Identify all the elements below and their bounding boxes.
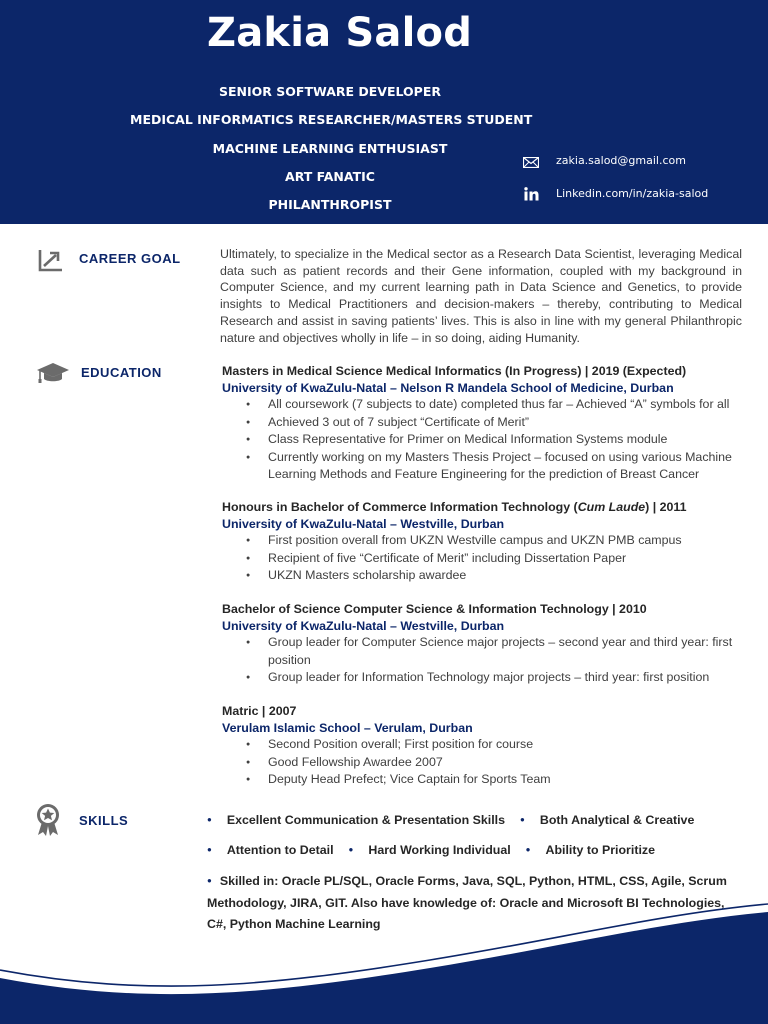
role-title: PHILANTHROPIST — [268, 197, 392, 212]
list-item: ● All coursework (7 subjects to date) completed thus far – Achieved “A” symbols for all — [222, 396, 757, 414]
career-goal-text: Ultimately, to specialize in the Medical sector as a Research Data Scientist, leveraging Medical data such as patient records and their Gene information, coupled with my background in Computer Science, and my current learning path in Data Science and Genetics, to provide insights to Medical Practitioners and decision-makers – thereby, contributing to Medical Research and assist in saving patients’ lives. This is also in line with my general Philanthropic nature and objectives wholly in life – in so doing, aiding Humanity. — [220, 247, 742, 345]
footer-wave-decoration — [0, 900, 768, 1024]
bullet-dot: ● — [207, 876, 212, 885]
list-item: ● Group leader for Computer Science major projects – second year and third year: first position — [222, 634, 757, 669]
degree-title: Honours in Bachelor of Commerce Information Technology (Cum Laude) | 2011 — [222, 500, 687, 514]
list-item: ● Class Representative for Primer on Medical Information Systems module — [222, 431, 757, 449]
school-name: University of KwaZulu-Natal – Westville, Durban — [222, 516, 505, 531]
education-entry — [222, 499, 757, 585]
candidate-name: Zakia Salod — [207, 10, 473, 56]
bullet-dot: ● — [348, 845, 354, 855]
role-title: MACHINE LEARNING ENTHUSIAST — [212, 141, 448, 156]
skill-item: Attention to Detail — [226, 843, 334, 857]
role-title: ART FANATIC — [285, 169, 375, 184]
career-goal-heading: CAREER GOAL — [79, 251, 181, 266]
skill-item: Both Analytical & Creative — [539, 813, 695, 827]
linkedin-link[interactable]: Linkedin.com/in/zakia-salod — [556, 187, 709, 200]
list-item: ● Second Position overall; First position for course — [222, 736, 757, 754]
degree-title: Masters in Medical Science Medical Informatics (In Progress) | 2019 (Expected) — [222, 364, 687, 378]
achievement-list — [222, 532, 757, 585]
education-entry — [222, 703, 757, 789]
list-item: ● Deputy Head Prefect; Vice Captain for Sports Team — [222, 771, 757, 789]
degree-title: Bachelor of Science Computer Science & Information Technology | 2010 — [222, 602, 647, 616]
list-item: ● Group leader for Information Technology major projects – third year: first position — [222, 669, 757, 687]
bullet-dot: ● — [520, 815, 525, 825]
skills-heading: SKILLS — [79, 813, 129, 828]
achievement-list — [222, 396, 757, 484]
skill-item: Hard Working Individual — [368, 843, 511, 857]
skills-row — [207, 813, 709, 827]
achievement-list — [222, 634, 757, 687]
school-name: Verulam Islamic School – Verulam, Durban — [222, 720, 473, 735]
skills-row — [207, 843, 670, 857]
email-link[interactable]: zakia.salod@gmail.com — [556, 154, 686, 167]
list-item: ● Currently working on my Masters Thesis Project – focused on using various Machine Learning Methods and Feature Engineering for the prediction of Breast Cancer — [222, 449, 757, 484]
list-item: ● Good Fellowship Awardee 2007 — [222, 754, 757, 772]
award-badge-icon — [35, 803, 61, 842]
trend-arrow-icon — [38, 249, 64, 278]
list-item: ● Achieved 3 out of 7 subject “Certificate of Merit” — [222, 414, 757, 432]
role-title: MEDICAL INFORMATICS RESEARCHER/MASTERS STUDENT — [130, 112, 533, 127]
linkedin-icon — [522, 187, 540, 201]
honors-emphasis: Cum Laude — [577, 500, 646, 514]
graduation-cap-icon — [36, 362, 70, 389]
education-entry — [222, 363, 757, 484]
bullet-dot: ● — [207, 845, 212, 855]
list-item: ● Recipient of five “Certificate of Merit” including Dissertation Paper — [222, 550, 757, 568]
education-entry — [222, 601, 757, 687]
bullet-dot: ● — [525, 845, 531, 855]
envelope-icon — [522, 155, 540, 169]
role-title: SENIOR SOFTWARE DEVELOPER — [219, 84, 441, 99]
degree-title: Matric | 2007 — [222, 704, 297, 718]
school-name: University of KwaZulu-Natal – Nelson R Mandela School of Medicine, Durban — [222, 380, 674, 395]
header-banner — [0, 0, 768, 224]
school-name: University of KwaZulu-Natal – Westville, Durban — [222, 618, 505, 633]
achievement-list — [222, 736, 757, 789]
education-heading: EDUCATION — [81, 365, 162, 380]
bullet-dot: ● — [207, 815, 212, 825]
list-item: ● UKZN Masters scholarship awardee — [222, 567, 757, 585]
skill-item: Ability to Prioritize — [545, 843, 655, 857]
technical-skills-text: Skilled in: Oracle PL/SQL, Oracle Forms, Java, SQL, Python, HTML, CSS, Agile, Scrum Methodology, JIRA, GIT. Also have knowledge of: Oracle and Microsoft BI Technologies, C#, Python Machine Learning — [207, 874, 727, 932]
skill-item: Excellent Communication & Presentation Skills — [226, 813, 506, 827]
list-item: ● First position overall from UKZN Westville campus and UKZN PMB campus — [222, 532, 757, 550]
